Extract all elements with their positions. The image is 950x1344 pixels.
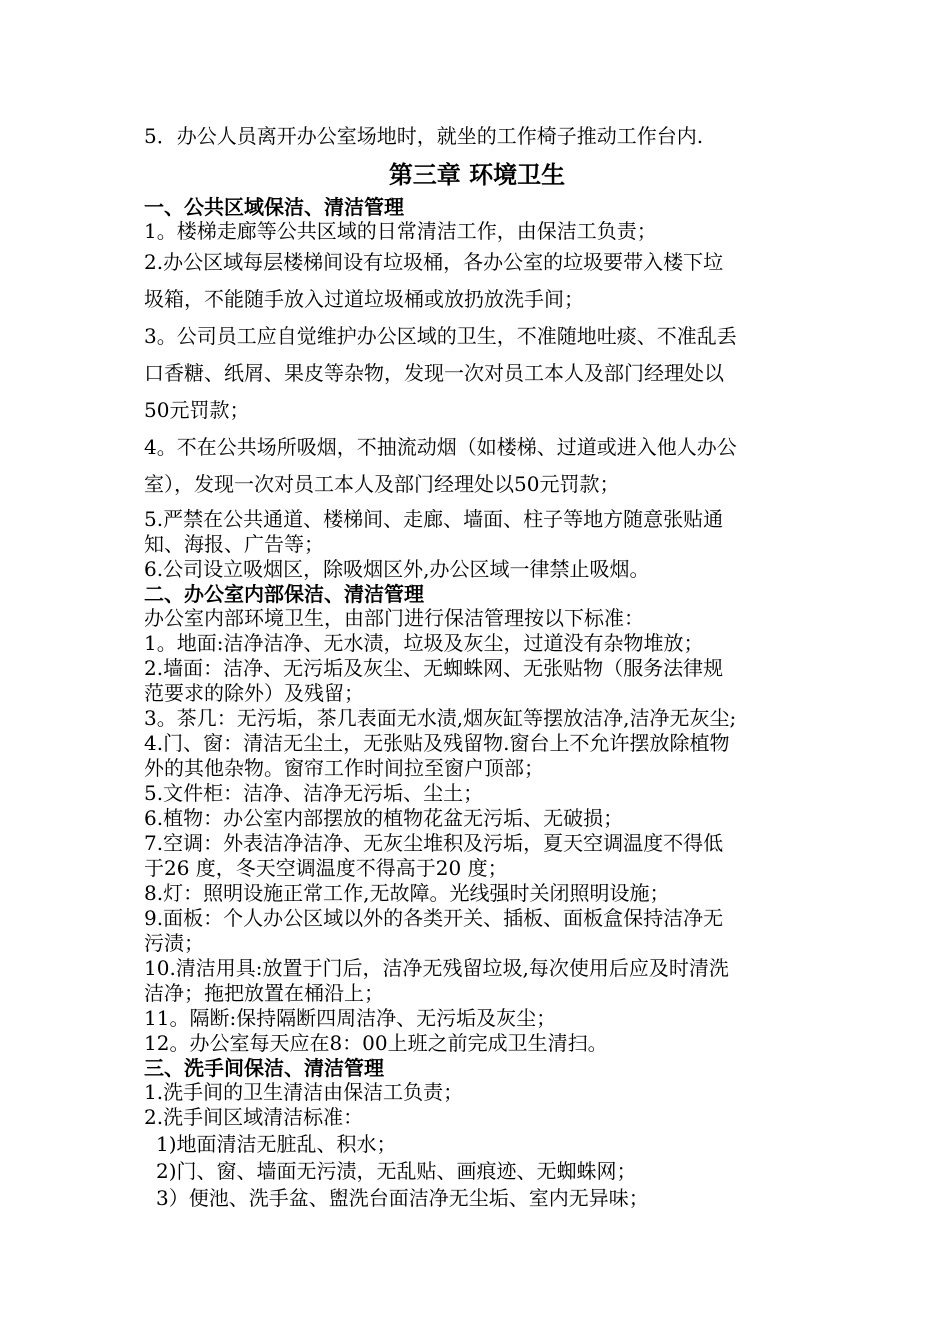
paragraph-line: 12。办公室每天应在8：00上班之前完成卫生清扫。	[144, 1031, 608, 1055]
paragraph-line: 9.面板：个人办公区域以外的各类开关、插板、面板盒保持洁净无	[144, 906, 724, 930]
previous-chapter-line: 5．办公人员离开办公室场地时，就坐的工作椅子推动工作台内.	[144, 124, 704, 148]
paragraph-block-wide	[144, 244, 810, 503]
paragraph-line: 办公室内部环境卫生，由部门进行保洁管理按以下标准：	[144, 606, 644, 630]
paragraph-line: 2.洗手间区域清洁标准：	[144, 1105, 364, 1129]
sub-item-line: 1)地面清洁无脏乱、积水；	[156, 1132, 397, 1156]
paragraph-line: 3。茶几：无污垢，茶几表面无水渍,烟灰缸等摆放洁净,洁净无灰尘;	[144, 706, 737, 730]
paragraph-line: 圾箱，不能随手放入过道垃圾桶或放扔放洗手间；	[144, 287, 584, 311]
paragraph-line: 污渍；	[144, 931, 204, 955]
paragraph-line: 5.文件柜：洁净、洁净无污垢、尘土；	[144, 781, 484, 805]
paragraph-line: 洁净；拖把放置在桶沿上；	[144, 981, 384, 1005]
paragraph-line: 6.植物：办公室内部摆放的植物花盆无污垢、无破损；	[144, 806, 624, 830]
sub-item-line: 3）便池、洗手盆、盥洗台面洁净无尘垢、室内无异味；	[156, 1186, 649, 1210]
chapter-title: 第三章 环境卫生	[388, 161, 566, 189]
sub-item-line: 2)门、窗、墙面无污渍，无乱贴、画痕迹、无蜘蛛网；	[156, 1159, 637, 1183]
document-page	[144, 124, 810, 1211]
paragraph-line: 4.门、窗：清洁无尘土，无张贴及残留物.窗台上不允许摆放除植物	[144, 731, 730, 755]
paragraph-line: 8.灯：照明设施正常工作,无故障。光线强时关闭照明设施；	[144, 881, 670, 905]
paragraph-line: 外的其他杂物。窗帘工作时间拉至窗户顶部；	[144, 756, 544, 780]
paragraph-line: 1。地面:洁净洁净、无水渍，垃圾及灰尘，过道没有杂物堆放；	[144, 631, 704, 655]
paragraph-line: 1.洗手间的卫生清洁由保洁工负责；	[144, 1080, 464, 1104]
paragraph-line: 7.空调：外表洁净洁净、无灰尘堆积及污垢，夏天空调温度不得低	[144, 831, 724, 855]
paragraph-line: 2.墙面：洁净、无污垢及灰尘、无蜘蛛网、无张贴物（服务法律规	[144, 656, 724, 680]
paragraph-line: 室），发现一次对员工本人及部门经理处以50元罚款；	[144, 472, 620, 496]
paragraph-line: 范要求的除外）及残留；	[144, 681, 364, 705]
paragraph-line: 口香糖、纸屑、果皮等杂物，发现一次对员工本人及部门经理处以	[144, 361, 724, 385]
paragraph-line: 10.清洁用具:放置于门后，洁净无残留垃圾,每次使用后应及时清洗	[144, 956, 729, 980]
paragraph-line: 3。公司员工应自觉维护办公区域的卫生，不准随地吐痰、不准乱丢	[144, 324, 737, 348]
section-heading-restroom: 三、洗手间保洁、清洁管理	[144, 1056, 384, 1080]
paragraph-line: 于26 度，冬天空调温度不得高于20 度；	[144, 856, 508, 880]
section-heading-public-areas: 一、公共区域保洁、清洁管理	[144, 195, 404, 219]
paragraph-line: 11。隔断:保持隔断四周洁净、无污垢及灰尘；	[144, 1006, 557, 1030]
section-heading-office-interior: 二、办公室内部保洁、清洁管理	[144, 582, 424, 606]
paragraph-line: 50元罚款；	[144, 398, 250, 422]
paragraph-line: 4。不在公共场所吸烟，不抽流动烟（如楼梯、过道或进入他人办公	[144, 435, 737, 459]
paragraph-line: 1。楼梯走廊等公共区域的日常清洁工作，由保洁工负责；	[144, 219, 657, 243]
paragraph-line: 2.办公区域每层楼梯间设有垃圾桶，各办公室的垃圾要带入楼下垃	[144, 250, 724, 274]
paragraph-line: 6.公司设立吸烟区，除吸烟区外,办公区域一律禁止吸烟。	[144, 557, 650, 581]
paragraph-line: 5.严禁在公共通道、楼梯间、走廊、墙面、柱子等地方随意张贴通	[144, 507, 724, 531]
paragraph-line: 知、海报、广告等；	[144, 532, 324, 556]
